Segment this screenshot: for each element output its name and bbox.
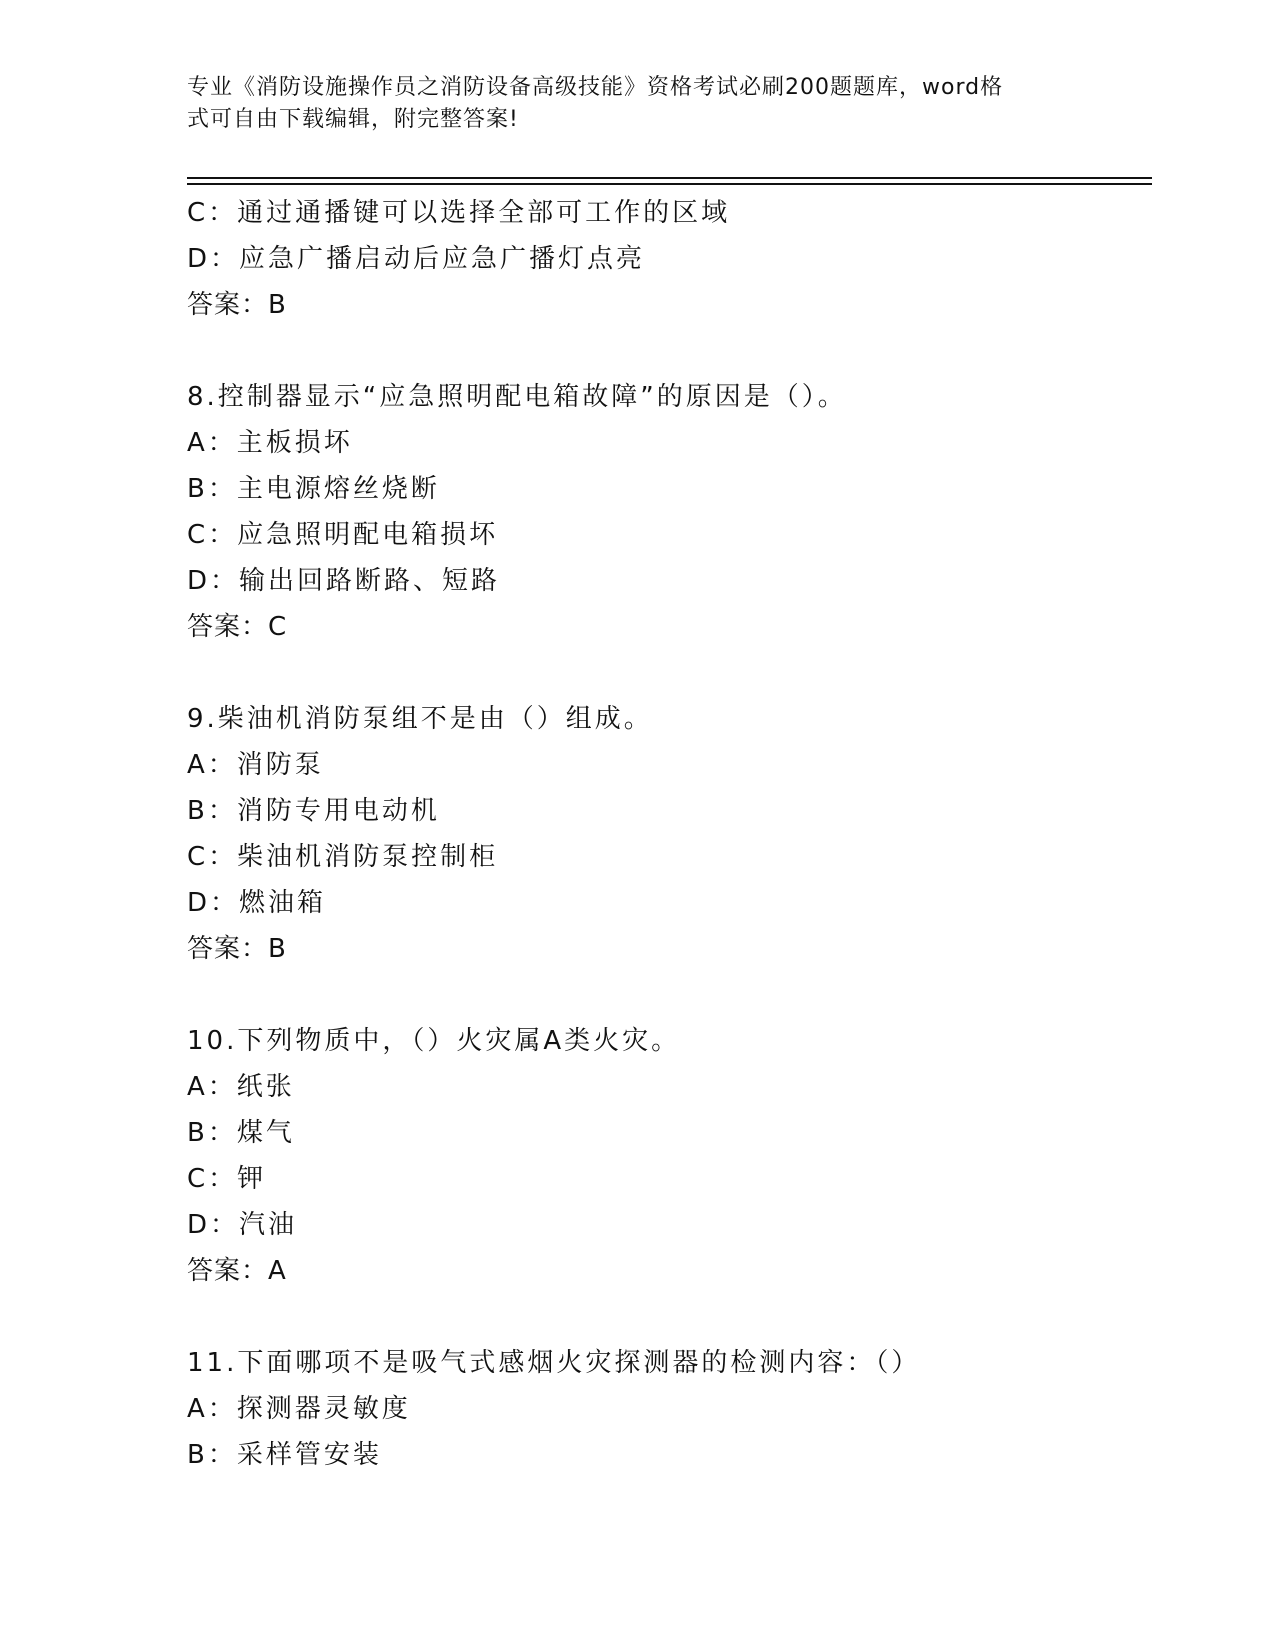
question-stem: 11.下面哪项不是吸气式感烟火灾探测器的检测内容：（） <box>187 1348 921 1378</box>
option-a: A：主板损坏 <box>187 428 353 458</box>
header-line-2: 式可自由下载编辑，附完整答案! <box>187 107 519 132</box>
option-c: C：钾 <box>187 1164 267 1194</box>
option-d: D：燃油箱 <box>187 888 327 918</box>
option-b: B：主电源熔丝烧断 <box>187 474 440 504</box>
question-10 <box>187 1018 1152 1294</box>
option-d: D：输出回路断路、短路 <box>187 566 501 596</box>
header-divider-bottom <box>187 183 1152 185</box>
answer: 答案：B <box>187 934 287 964</box>
option-c: C：通过通播键可以选择全部可工作的区域 <box>187 198 731 228</box>
option-a: A：纸张 <box>187 1072 295 1102</box>
question-stem: 10.下列物质中，（）火灾属A类火灾。 <box>187 1026 681 1056</box>
option-d: D：汽油 <box>187 1210 298 1240</box>
option-b: B：煤气 <box>187 1118 295 1148</box>
answer: 答案：C <box>187 612 288 642</box>
option-c: C：柴油机消防泵控制柜 <box>187 842 499 872</box>
document-header <box>187 72 1077 136</box>
question-8 <box>187 374 1152 650</box>
answer: 答案：B <box>187 290 287 320</box>
option-a: A：探测器灵敏度 <box>187 1394 411 1424</box>
question-7-continued <box>187 190 1152 328</box>
question-9 <box>187 696 1152 972</box>
option-c: C：应急照明配电箱损坏 <box>187 520 499 550</box>
option-d: D：应急广播启动后应急广播灯点亮 <box>187 244 646 274</box>
answer: 答案：A <box>187 1256 287 1286</box>
option-b: B：采样管安装 <box>187 1440 382 1470</box>
option-b: B：消防专用电动机 <box>187 796 440 826</box>
header-line-1: 专业《消防设施操作员之消防设备高级技能》资格考试必刷200题题库，word格 <box>187 75 1004 100</box>
document-body <box>187 190 1152 1478</box>
question-11 <box>187 1340 1152 1478</box>
question-stem: 9.柴油机消防泵组不是由（）组成。 <box>187 704 653 734</box>
question-stem: 8.控制器显示“应急照明配电箱故障”的原因是（）。 <box>187 382 847 412</box>
header-divider-top <box>187 177 1152 179</box>
option-a: A：消防泵 <box>187 750 324 780</box>
